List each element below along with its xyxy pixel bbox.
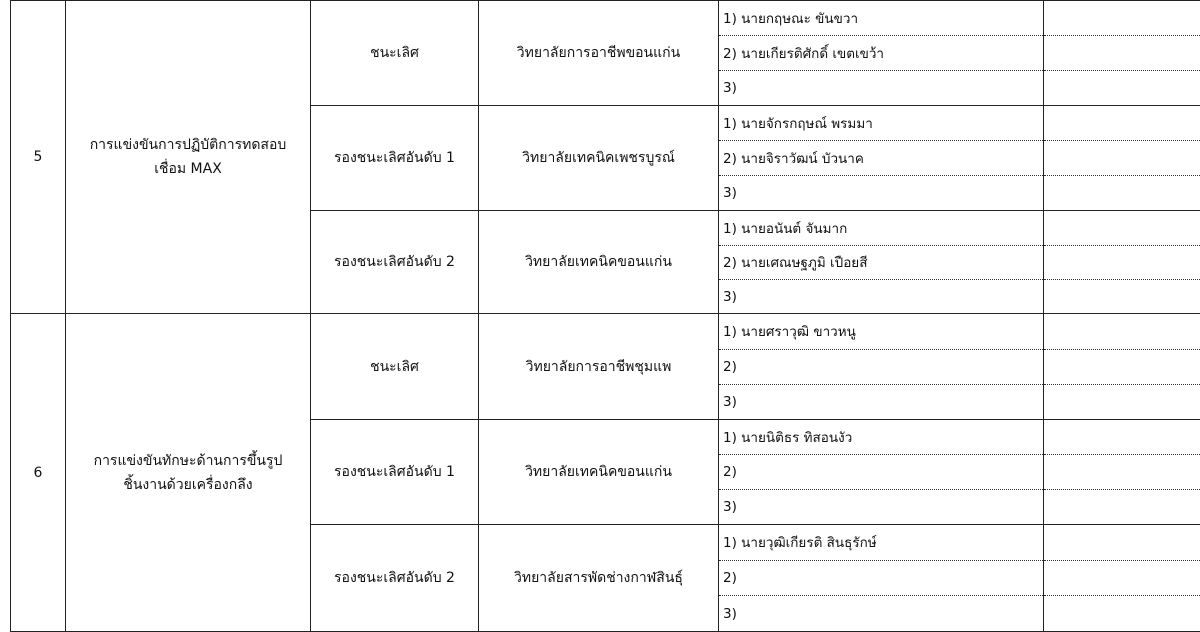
award-level: ชนะเลิศ (311, 314, 479, 419)
college-name: วิทยาลัยการอาชีพชุมแพ (479, 314, 719, 419)
blank-line (1044, 420, 1200, 455)
award-level: รองชนะเลิศอันดับ 1 (311, 106, 479, 211)
member-line: 3) (723, 185, 737, 202)
member-line: 2) นายจิราวัฒน์ บัวนาค (719, 141, 1043, 176)
blank-line (1044, 106, 1200, 141)
blank-line (1044, 176, 1200, 210)
member-line: 3) (723, 393, 737, 410)
member-line: 2) (719, 455, 1043, 490)
blank-cell (1044, 314, 1200, 419)
blank-line (1044, 455, 1200, 490)
award-level: รองชนะเลิศอันดับ 1 (311, 419, 479, 524)
college-name: วิทยาลัยการอาชีพขอนแก่น (479, 1, 719, 106)
competition-name: การแข่งขันทักษะด้านการขึ้นรูป ชิ้นงานด้วยเครื่องกลึง (66, 314, 311, 632)
members-cell (719, 524, 1044, 631)
member-line: 3) (723, 288, 737, 305)
members-cell (719, 419, 1044, 524)
blank-line (1044, 36, 1200, 71)
members-cell (719, 314, 1044, 419)
blank-line (1044, 350, 1200, 385)
member-line: 1) นายศราวุฒิ ขาวหนู (719, 314, 1043, 349)
blank-line (1044, 314, 1200, 349)
blank-line (1044, 385, 1200, 419)
blank-cell (1044, 106, 1200, 211)
members-cell (719, 1, 1044, 106)
blank-line (1044, 141, 1200, 176)
award-level: รองชนะเลิศอันดับ 2 (311, 524, 479, 631)
blank-line (1044, 1, 1200, 36)
results-table (10, 0, 1200, 632)
award-level: ชนะเลิศ (311, 1, 479, 106)
member-line: 3) (723, 80, 737, 97)
member-line: 2) นายเกียรติศักดิ์ เขตเขว้า (719, 36, 1043, 71)
college-name: วิทยาลัยสารพัดช่างกาฬสินธุ์ (479, 524, 719, 631)
member-line: 1) นายวุฒิเกียรติ สินธุรักษ์ (719, 525, 1043, 561)
college-name: วิทยาลัยเทคนิคขอนแก่น (479, 211, 719, 314)
blank-line (1044, 490, 1200, 524)
group-number: 6 (11, 314, 66, 632)
blank-line (1044, 280, 1200, 313)
member-line: 1) นายกฤษณะ ขันขวา (719, 1, 1043, 36)
members-cell (719, 106, 1044, 211)
member-line: 3) (723, 605, 737, 622)
group-number: 5 (11, 1, 66, 314)
member-line: 3) (723, 498, 737, 515)
member-line: 1) นายจักรกฤษณ์ พรมมา (719, 106, 1043, 141)
blank-line (1044, 525, 1200, 561)
blank-cell (1044, 419, 1200, 524)
college-name: วิทยาลัยเทคนิคเพชรบูรณ์ (479, 106, 719, 211)
blank-line (1044, 561, 1200, 597)
member-line: 2) นายเศณษฐภูมิ เปือยสี (719, 246, 1043, 280)
blank-line (1044, 596, 1200, 631)
award-row (11, 314, 1200, 419)
blank-cell (1044, 524, 1200, 631)
member-line: 2) (719, 561, 1043, 597)
blank-line (1044, 71, 1200, 105)
blank-cell (1044, 211, 1200, 314)
award-level: รองชนะเลิศอันดับ 2 (311, 211, 479, 314)
blank-cell (1044, 1, 1200, 106)
blank-line (1044, 246, 1200, 280)
member-line: 1) นายอนันต์ จันมาก (719, 211, 1043, 245)
college-name: วิทยาลัยเทคนิคขอนแก่น (479, 419, 719, 524)
competition-name: การแข่งขันการปฏิบัติการทดสอบ เชื่อม MAX (66, 1, 311, 314)
award-row (11, 1, 1200, 106)
member-line: 2) (719, 350, 1043, 385)
blank-line (1044, 211, 1200, 245)
results-table-body (11, 1, 1200, 632)
member-line: 1) นายนิติธร ทิสอนงัว (719, 420, 1043, 455)
members-cell (719, 211, 1044, 314)
